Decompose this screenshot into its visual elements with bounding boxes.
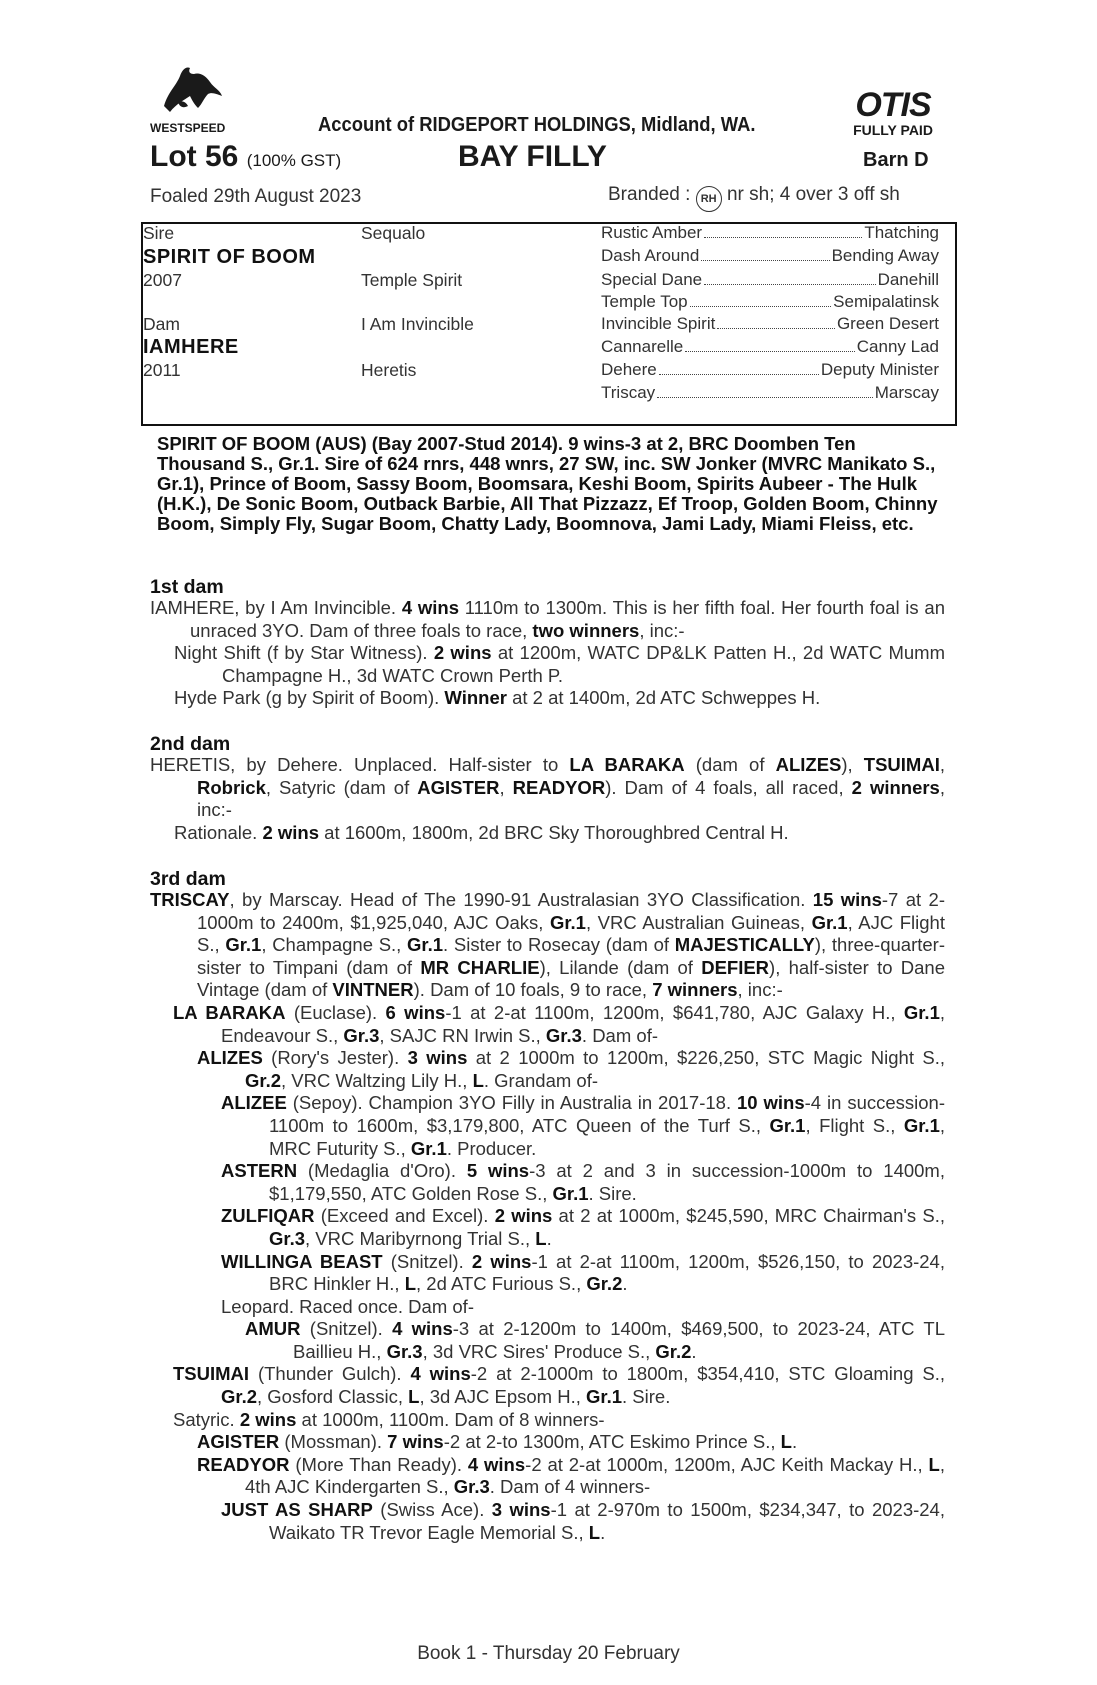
- logo-wordmark: WESTSPEED: [150, 121, 226, 135]
- dam-year: 2011: [143, 360, 181, 380]
- foaled-date: Foaled 29th August 2023: [150, 186, 362, 207]
- dam-label: Dam: [143, 314, 180, 334]
- horse-description: BAY FILLY: [458, 140, 607, 173]
- great-grandparent-row: Triscay Marscay: [601, 383, 939, 402]
- lot-gst: (100% GST): [246, 151, 342, 170]
- grandsire-paternal: Sequalo: [361, 223, 426, 243]
- horse-rider-icon: [150, 62, 224, 116]
- footer: Book 1 - Thursday 20 February: [417, 1643, 680, 1664]
- sire-label: Sire: [143, 223, 175, 243]
- great-grandparent-row: Dash Around Bending Away: [601, 246, 939, 265]
- otis-status: FULLY PAID: [853, 122, 933, 138]
- great-grandparent-row: Temple Top Semipalatinsk: [601, 292, 939, 311]
- section-heading-1st-dam: 1st dam: [150, 576, 224, 598]
- great-grandparent-row: Rustic Amber Thatching: [601, 223, 939, 242]
- sire-summary: SPIRIT OF BOOM (AUS) (Bay 2007-Stud 2014). 9 wins-3 at 2, BRC Doomben Ten Thousand S., Gr.1. Sire of 624 rnrs, 448 wnrs, 27 SW, inc. SW Jonker (MVRC Manikato S., Gr.1), Prince of Boom, Sassy Boom, Boomsara, Keshi Boom, Spirits Aubeer - The Hulk (H.K.), De Sonic Boom, Outback Barbie, All That Pizzazz, Ef Troop, Golden Boom, Chinny Boom, Simply Fly, Sugar Boom, Chatty Lady, Boomnova, Jami Lady, Miami Fleiss, etc.: [157, 433, 938, 534]
- otis-wordmark: OTIS: [855, 86, 931, 124]
- section-heading-2nd-dam: 2nd dam: [150, 733, 231, 755]
- barn: Barn D: [863, 149, 929, 171]
- section-heading-3rd-dam: 3rd dam: [150, 868, 226, 890]
- otis-logo: [843, 88, 943, 138]
- great-grandparent-row: Invincible Spirit Green Desert: [601, 314, 939, 333]
- pedigree-table: [141, 222, 957, 426]
- first-dam-paragraph: IAMHERE, by I Am Invincible. 4 wins 1110m to 1300m. This is her fifth foal. Her fourth foal is an unraced 3YO. Dam of three foals to race, two winners, inc:- Night Shift (f by Star Witness). 2 wins at 1200m, WATC DP&LK Patten H., 2d WATC Mumm Champagne H., 3d WATC Crown Perth P. Hyde Park (g by Spirit of Boom). Winner at 2 at 1400m, 2d ATC Schweppes H.: [150, 597, 945, 709]
- westspeed-logo: [150, 62, 250, 135]
- branded-label: Branded :: [608, 184, 691, 205]
- great-grandparent-row: Special Dane Danehill: [601, 270, 939, 289]
- second-dam-paragraph: HERETIS, by Dehere. Unplaced. Half-sister to LA BARAKA (dam of ALIZES), TSUIMAI, Robrick, Satyric (dam of AGISTER, READYOR). Dam of 4 foals, all raced, 2 winners, inc:- Rationale. 2 wins at 1600m, 1800m, 2d BRC Sky Thoroughbred Central H.: [150, 754, 945, 843]
- vendor-account: Account of RIDGEPORT HOLDINGS, Midland, WA.: [318, 114, 756, 136]
- branded-info: [608, 184, 900, 212]
- granddam-paternal: Temple Spirit: [361, 270, 463, 290]
- branded-text: nr sh; 4 over 3 off sh: [726, 184, 900, 205]
- brand-mark-icon: RH: [696, 186, 722, 212]
- granddam-maternal: Heretis: [361, 360, 417, 380]
- great-grandparent-row: Cannarelle Canny Lad: [601, 337, 939, 356]
- sire-year: 2007: [143, 270, 182, 290]
- sire-name: SPIRIT OF BOOM: [143, 246, 316, 268]
- grandsire-maternal: I Am Invincible: [361, 314, 474, 334]
- third-dam-paragraph: TRISCAY, by Marscay. Head of The 1990-91 Australasian 3YO Classification. 15 wins-7 at 2-1000m to 2400m, $1,925,040, AJC Oaks, Gr.1, VRC Australian Guineas, Gr.1, AJC Flight S., Gr.1, Champagne S., Gr.1. Sister to Rosecay (dam of MAJESTICALLY), three-quarter-sister to Timpani (dam of MR CHARLIE), Lilande (dam of DEFIER), half-sister to Dane Vintage (dam of VINTNER). Dam of 10 foals, 9 to race, 7 winners, inc:- LA BARAKA (Euclase). 6 wins-1 at 2-at 1100m, 1200m, $641,780, AJC Galaxy H., Gr.1, Endeavour S., Gr.3, SAJC RN Irwin S., Gr.3. Dam of- ALIZES (Rory's Jester). 3 wins at 2 1000m to 1200m, $226,250, STC Magic Night S., Gr.2, VRC Waltzing Lily H., L. Grandam of- ALIZEE (Sepoy). Champion 3YO Filly in Australia in 2017-18. 10 wins-4 in succession-1100m to 1600m, $3,179,800, ATC Queen of the Turf S., Gr.1, Flight S., Gr.1, MRC Futurity S., Gr.1. Producer. ASTERN (Medaglia d'Oro). 5 wins-3 at 2 and 3 in succession-1000m to 1400m, $1,179,550, ATC Golden Rose S., Gr.1. Sire. ZULFIQAR (Exceed and Excel). 2 wins at 2 at 1000m, $245,590, MRC Chairman's S., Gr.3, VRC Maribyrnong Trial S., L. WILLINGA BEAST (Snitzel). 2 wins-1 at 2-at 1100m, 1200m, $526,150, to 2023-24, BRC Hinkler H., L, 2d ATC Furious S., Gr.2. Leopard. Raced once. Dam of- AMUR (Snitzel). 4 wins-3 at 2-1200m to 1400m, $469,500, to 2023-24, ATC TL Baillieu H., Gr.3, 3d VRC Sires' Produce S., Gr.2. TSUIMAI (Thunder Gulch). 4 wins-2 at 2-1000m to 1800m, $354,410, STC Gloaming S., Gr.2, Gosford Classic, L, 3d AJC Epsom H., Gr.1. Sire. Satyric. 2 wins at 1000m, 1100m. Dam of 8 winners- AGISTER (Mossman). 7 wins-2 at 2-to 1300m, ATC Eskimo Prince S., L. READYOR (More Than Ready). 4 wins-2 at 2-at 1000m, 1200m, AJC Keith Mackay H., L, 4th AJC Kindergarten S., Gr.3. Dam of 4 winners- JUST AS SHARP (Swiss Ace). 3 wins-1 at 2-970m to 1500m, $234,347, to 2023-24, Waikato TR Trevor Eagle Memorial S., L.: [150, 889, 946, 1543]
- dam-name: IAMHERE: [143, 336, 239, 358]
- lot-label: Lot 56: [150, 140, 239, 173]
- great-grandparent-row: Dehere Deputy Minister: [601, 360, 939, 379]
- lot-number: [150, 140, 341, 174]
